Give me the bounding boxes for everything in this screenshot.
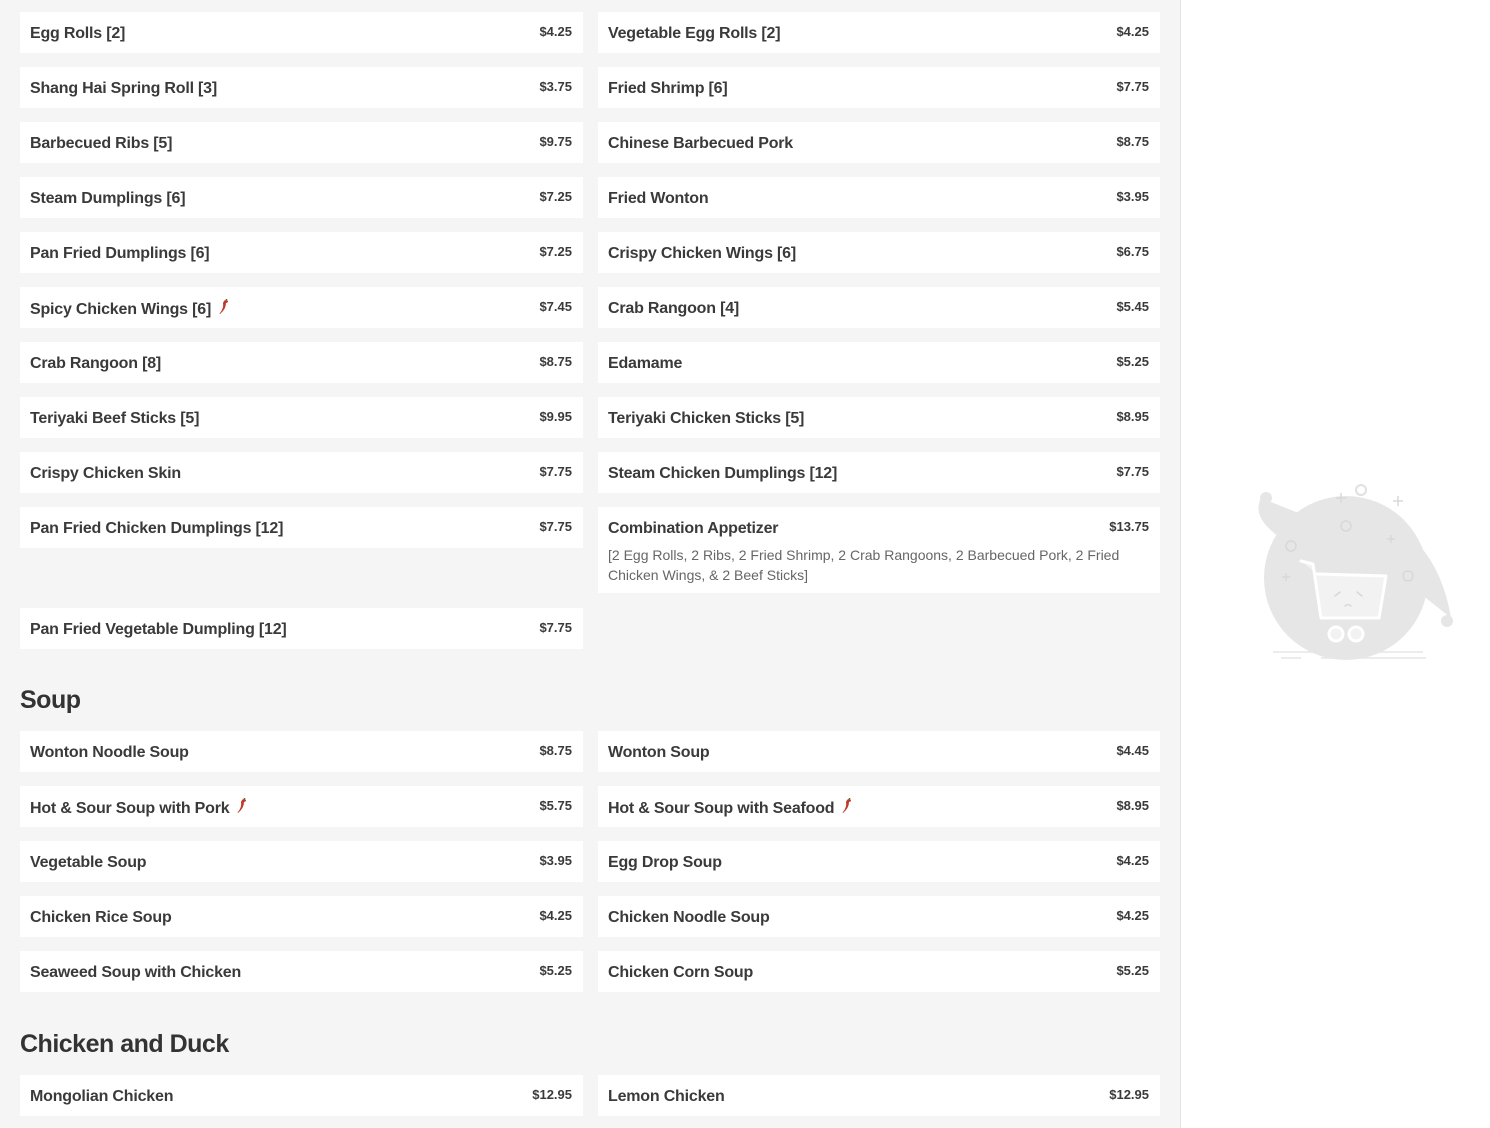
menu-item-price: $7.75 (1116, 464, 1149, 479)
menu-item-name: Combination Appetizer (608, 520, 779, 537)
menu-item-name: Pan Fried Dumplings [6] (30, 245, 210, 262)
menu-item-description: [2 Egg Rolls, 2 Ribs, 2 Fried Shrimp, 2 Crab Rangoons, 2 Barbecued Pork, 2 Fried Chicken Wings, & 2 Beef Sticks] (608, 547, 1120, 583)
menu-item[interactable] (598, 452, 1160, 493)
menu-item[interactable] (598, 841, 1160, 882)
menu-item[interactable] (598, 896, 1160, 937)
menu-item-name: Vegetable Soup (30, 854, 147, 871)
menu-item-price: $4.25 (1116, 853, 1149, 868)
menu-item-price: $7.75 (1116, 79, 1149, 94)
menu-item-name: Pan Fried Chicken Dumplings [12] (30, 520, 284, 537)
menu-item-name: Lemon Chicken (608, 1088, 725, 1105)
menu-item-price: $7.75 (539, 620, 572, 635)
menu-item-name: Spicy Chicken Wings [6] (30, 300, 212, 318)
spicy-icon (834, 798, 853, 819)
spicy-pepper-icon (218, 299, 230, 315)
menu-item[interactable] (20, 608, 583, 649)
menu-item-name: Hot & Sour Soup with Pork (30, 799, 230, 817)
menu-item-price: $8.75 (1116, 134, 1149, 149)
menu-item[interactable] (20, 287, 583, 328)
menu-item[interactable] (20, 896, 583, 937)
section-title-soup: Soup (20, 686, 81, 714)
menu-item[interactable] (20, 232, 583, 273)
menu-item-price: $3.95 (539, 853, 572, 868)
menu-item-name: Mongolian Chicken (30, 1088, 174, 1105)
menu-item[interactable] (598, 1075, 1160, 1116)
menu-item[interactable] (20, 67, 583, 108)
empty-cart-illustration-icon (1251, 478, 1461, 668)
menu-item-name: Edamame (608, 355, 683, 372)
menu-item-price: $3.95 (1116, 189, 1149, 204)
menu-item[interactable] (20, 452, 583, 493)
menu-item[interactable] (20, 786, 583, 827)
menu-item-name: Steam Dumplings [6] (30, 190, 186, 207)
menu-item-name: Chinese Barbecued Pork (608, 135, 793, 152)
spicy-icon (211, 299, 230, 320)
menu-item-price: $13.75 (1109, 519, 1149, 534)
section-title-chicken-and-duck: Chicken and Duck (20, 1030, 229, 1058)
menu-item-price: $5.45 (1116, 299, 1149, 314)
menu-item[interactable] (20, 122, 583, 163)
menu-item-name: Egg Drop Soup (608, 854, 722, 871)
menu-item-price: $8.75 (539, 354, 572, 369)
menu-item-price: $7.75 (539, 519, 572, 534)
menu-item-name: Crispy Chicken Skin (30, 465, 181, 482)
menu-item-price: $4.25 (539, 908, 572, 923)
menu-item-name: Chicken Rice Soup (30, 909, 172, 926)
menu-item-name: Wonton Soup (608, 744, 710, 761)
menu-item-price: $12.95 (532, 1087, 572, 1102)
menu-item-price: $9.75 (539, 134, 572, 149)
menu-item-name: Steam Chicken Dumplings [12] (608, 465, 838, 482)
menu-item-price: $8.95 (1116, 409, 1149, 424)
menu-item[interactable] (598, 951, 1160, 992)
menu-item-price: $5.25 (1116, 354, 1149, 369)
menu-item-name: Chicken Noodle Soup (608, 909, 770, 926)
menu-item-name: Crispy Chicken Wings [6] (608, 245, 796, 262)
menu-item-name: Barbecued Ribs [5] (30, 135, 173, 152)
menu-item[interactable] (598, 397, 1160, 438)
menu-item[interactable] (598, 67, 1160, 108)
menu-item-name: Crab Rangoon [8] (30, 355, 162, 372)
menu-item-name: Fried Shrimp [6] (608, 80, 728, 97)
spicy-pepper-icon (236, 798, 248, 814)
menu-item-name: Fried Wonton (608, 190, 709, 207)
menu-item[interactable] (598, 177, 1160, 218)
menu-item-price: $6.75 (1116, 244, 1149, 259)
menu-item[interactable] (598, 12, 1160, 53)
cart-panel (1180, 0, 1490, 1128)
menu-item[interactable] (20, 507, 583, 548)
menu-item-name: Crab Rangoon [4] (608, 300, 740, 317)
menu-item-price: $7.45 (539, 299, 572, 314)
menu-item-price: $5.25 (539, 963, 572, 978)
menu-item-name: Vegetable Egg Rolls [2] (608, 25, 781, 42)
menu-item[interactable] (20, 177, 583, 218)
menu-item-price: $8.75 (539, 743, 572, 758)
menu-item[interactable] (598, 342, 1160, 383)
menu-item-price: $4.25 (1116, 908, 1149, 923)
menu-item-name: Pan Fried Vegetable Dumpling [12] (30, 621, 287, 638)
menu-item-name: Egg Rolls [2] (30, 25, 126, 42)
menu-item[interactable] (20, 731, 583, 772)
menu-item-price: $5.25 (1116, 963, 1149, 978)
menu-item-price: $3.75 (539, 79, 572, 94)
menu-item-price: $7.25 (539, 244, 572, 259)
menu-item-name: Teriyaki Chicken Sticks [5] (608, 410, 805, 427)
menu-item-price: $9.95 (539, 409, 572, 424)
menu-item-name: Hot & Sour Soup with Seafood (608, 799, 835, 817)
menu-item-price: $5.75 (539, 798, 572, 813)
menu-item[interactable] (20, 1075, 583, 1116)
menu-item[interactable] (20, 397, 583, 438)
menu-item-price: $4.25 (1116, 24, 1149, 39)
menu-item[interactable] (598, 731, 1160, 772)
menu-item-price: $8.95 (1116, 798, 1149, 813)
menu-item[interactable] (598, 507, 1160, 593)
menu-item-price: $4.25 (539, 24, 572, 39)
menu-item-name: Chicken Corn Soup (608, 964, 754, 981)
menu-item-name: Teriyaki Beef Sticks [5] (30, 410, 200, 427)
menu-item[interactable] (598, 232, 1160, 273)
menu-item[interactable] (20, 12, 583, 53)
menu-item-name: Shang Hai Spring Roll [3] (30, 80, 218, 97)
spicy-icon (229, 798, 248, 819)
menu-item-price: $4.45 (1116, 743, 1149, 758)
menu-item[interactable] (20, 951, 583, 992)
menu-item[interactable] (598, 287, 1160, 328)
menu-item-price: $7.75 (539, 464, 572, 479)
menu-item-price: $7.25 (539, 189, 572, 204)
menu-item[interactable] (598, 786, 1160, 827)
menu-item-price: $12.95 (1109, 1087, 1149, 1102)
menu-item[interactable] (20, 342, 583, 383)
spicy-pepper-icon (841, 798, 853, 814)
menu-item-name: Wonton Noodle Soup (30, 744, 189, 761)
menu-item[interactable] (598, 122, 1160, 163)
menu-item[interactable] (20, 841, 583, 882)
menu-item-name: Seaweed Soup with Chicken (30, 964, 242, 981)
